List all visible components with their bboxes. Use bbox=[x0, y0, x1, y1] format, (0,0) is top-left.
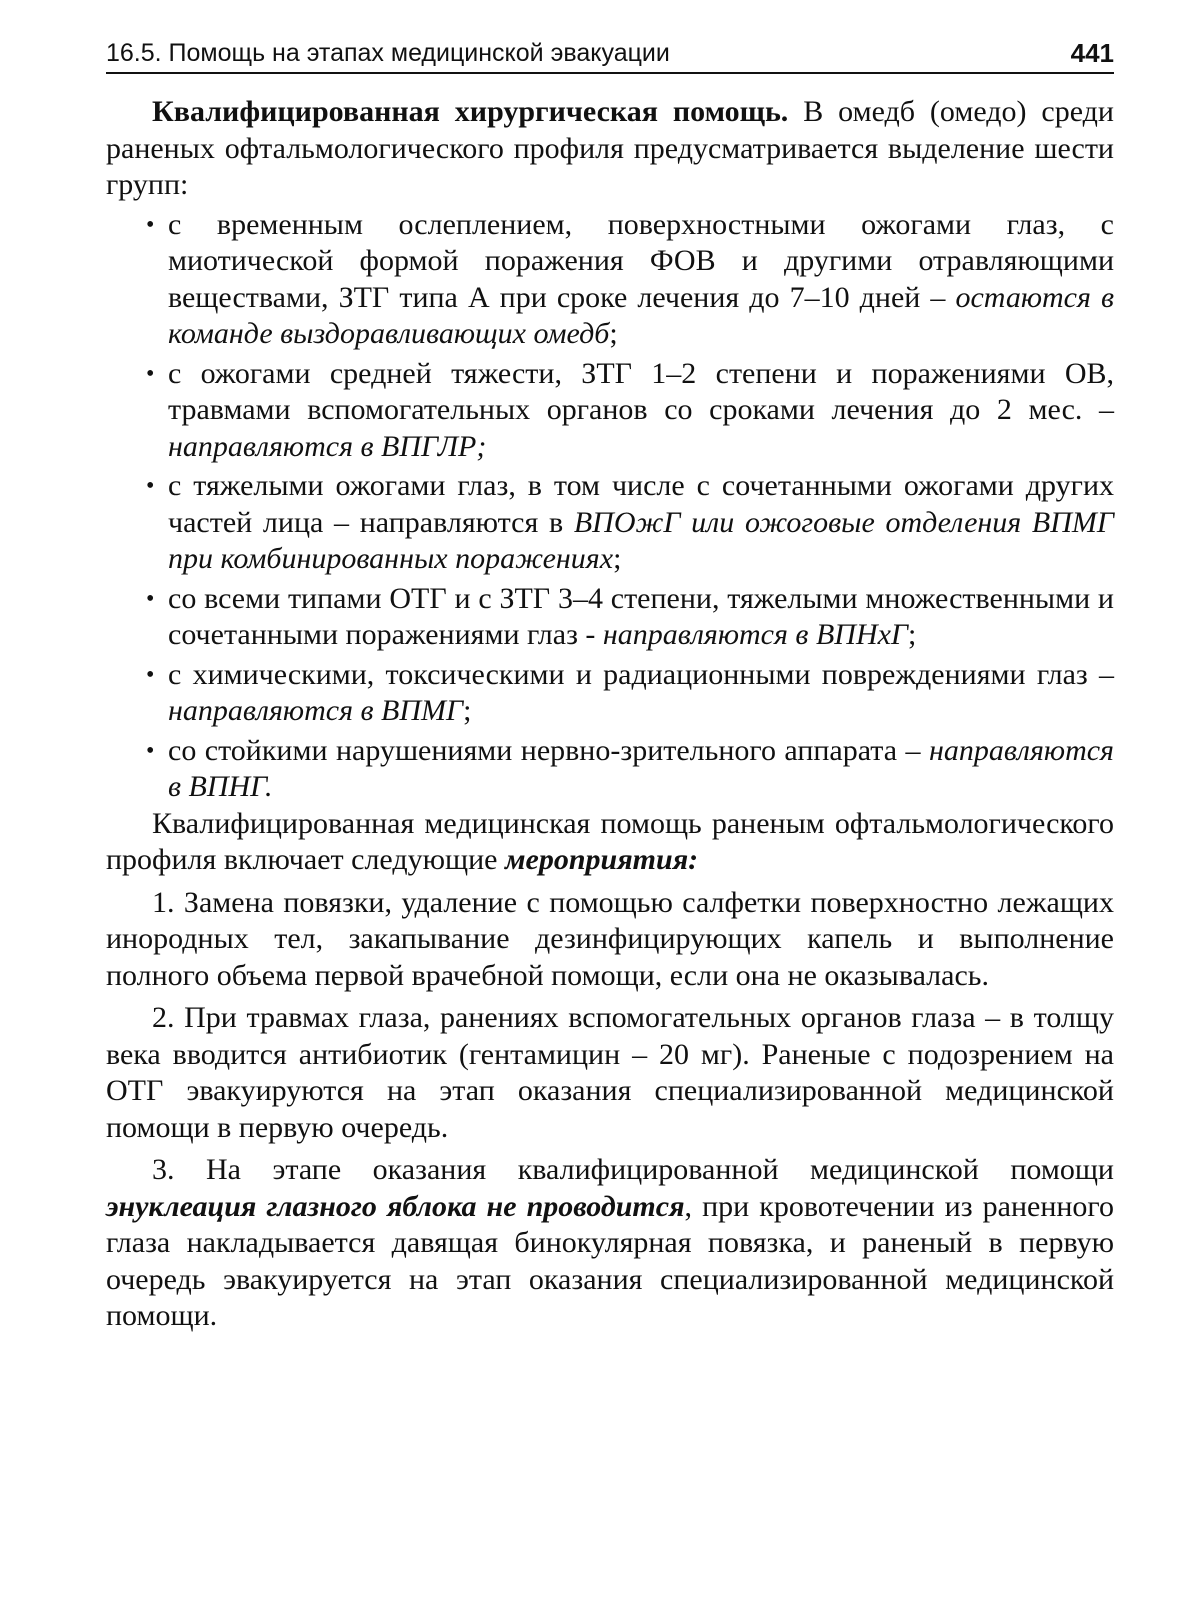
measures-keyword: мероприятия: bbox=[504, 843, 699, 876]
page-body bbox=[106, 94, 1114, 1335]
group-item: • со всеми типами ОТГ и с ЗТГ 3–4 степени, тяжелыми множественными и сочетанными поражениями глаз - направляются в ВПНхГ; bbox=[146, 581, 1114, 651]
group-destination: остаются в команде выздоравливающих омедб bbox=[168, 280, 1114, 350]
intro-text: В омедб (омедо) среди раненых офтальмологического профиля предусматривается выделение шести групп: bbox=[106, 95, 1114, 201]
measure-paragraph: 2. При травмах глаза, ранениях вспомогательных органов глаза – в толщу века вводится антибиотик (гентамицин – 20 мг). Раненые с подозрением на ОТГ эвакуируются на этап оказания специализированной медицинской помощи в первую очередь. bbox=[106, 1001, 1114, 1144]
group-destination: направляются в ВПНГ. bbox=[168, 733, 1114, 803]
intro-paragraph bbox=[106, 94, 1114, 204]
group-item: • с ожогами средней тяжести, ЗТГ 1–2 степени и поражениями ОВ, травмами вспомогательных органов со сроками лечения до 2 мес. – направляются в ВПГЛР; bbox=[146, 356, 1114, 463]
intro-lead-heading: Квалифицированная хирургическая помощь. bbox=[152, 95, 789, 128]
group-destination: направляются в ВПГЛР; bbox=[168, 429, 487, 463]
page-number: 441 bbox=[1070, 38, 1114, 68]
measures-intro-paragraph: Квалифицированная медицинская помощь раненым офтальмологического профиля включает следующие мероприятия: bbox=[106, 806, 1114, 876]
running-head bbox=[106, 38, 1114, 74]
measure-paragraph: 3. На этапе оказания квалифицированной медицинской помощи энуклеация глазного яблока не проводится, при кровотечении из раненного глаза накладывается давящая бинокулярная повязка, и раненый в первую очередь эвакуируется на этап оказания специализированной медицинской помощи. bbox=[106, 1153, 1114, 1332]
group-item: • с тяжелыми ожогами глаз, в том числе с сочетанными ожогами других частей лица – направляются в ВПОжГ или ожоговые отделения ВПМГ при комбинированных поражениях; bbox=[146, 469, 1114, 575]
book-page bbox=[106, 38, 1114, 1335]
section-title: 16.5. Помощь на этапах медицинской эвакуации bbox=[106, 39, 670, 67]
groups-list bbox=[106, 207, 1114, 806]
group-item: • со стойкими нарушениями нервно-зрительного аппарата – направляются в ВПНГ. bbox=[146, 733, 1114, 803]
group-destination: направляются в ВПНхГ bbox=[602, 618, 908, 651]
group-item: • с химическими, токсическими и радиационными повреждениями глаз – направляются в ВПМГ; bbox=[146, 657, 1114, 727]
group-item: • с временным ослеплением, поверхностными ожогами глаз, с миотической формой поражения ФОВ и другими отравляющими веществами, ЗТГ типа А при сроке лечения до 7–10 дней – остаются в команде выздоравливающих омедб; bbox=[146, 207, 1114, 350]
group-destination: направляются в ВПМГ bbox=[168, 694, 464, 727]
group-destination: ВПОжГ или ожоговые отделения ВПМГ при комбинированных поражениях bbox=[168, 505, 1114, 575]
measure-paragraph: 1. Замена повязки, удаление с помощью салфетки поверхностно лежащих инородных тел, закапывание дезинфицирующих капель и выполнение полного объема первой врачебной помощи, если она не оказывалась. bbox=[106, 885, 1114, 992]
measure-emphasis: энуклеация глазного яблока не проводится bbox=[106, 1189, 685, 1223]
